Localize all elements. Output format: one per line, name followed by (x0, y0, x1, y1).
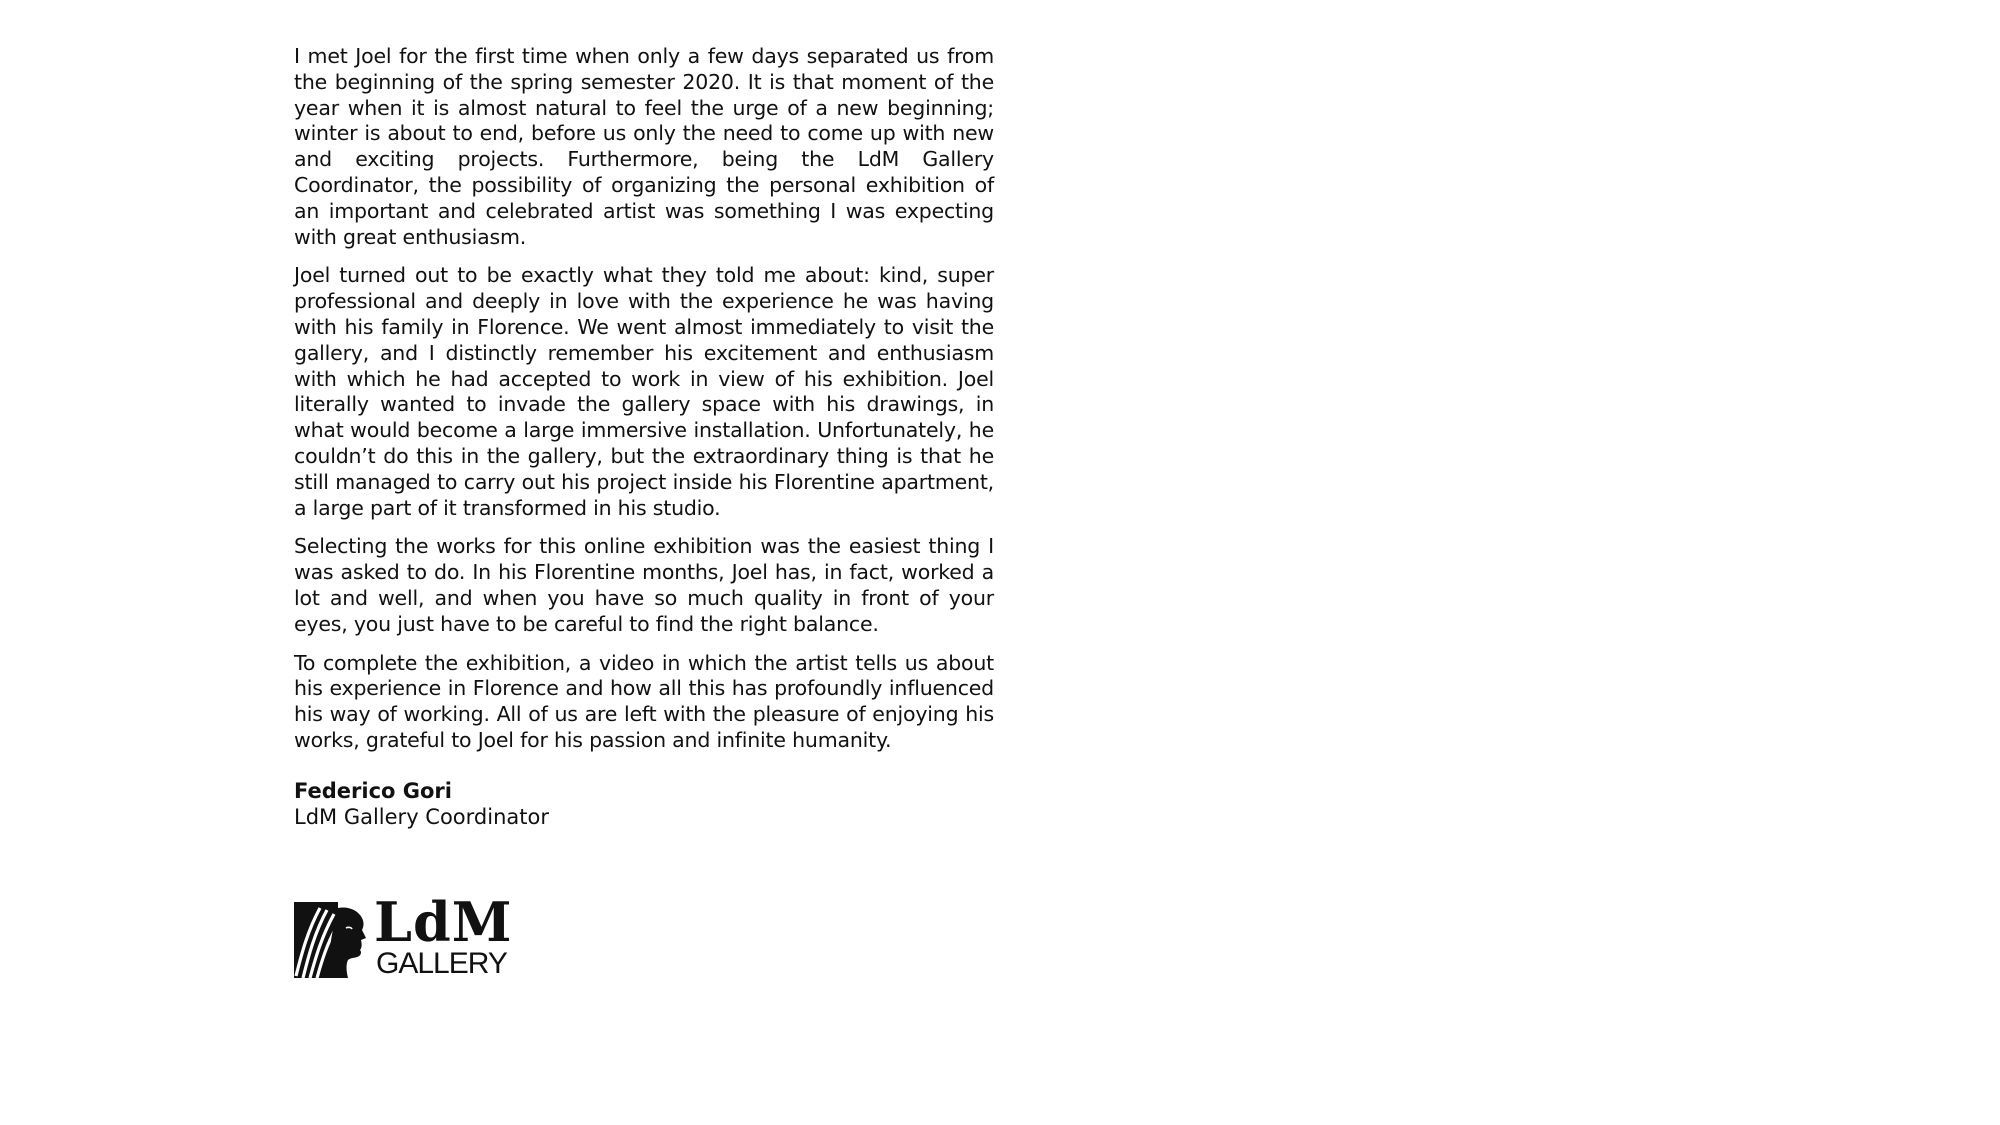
logo-wordmark: LdM (374, 890, 513, 954)
logo-subtitle: GALLERY (376, 947, 507, 980)
ldm-gallery-logo (294, 890, 513, 980)
article-body (294, 44, 994, 767)
signature-name: Federico Gori (294, 779, 452, 803)
signature-role: LdM Gallery Coordinator (294, 805, 549, 829)
article-paragraph-2: Joel turned out to be exactly what they told me about: kind, super professional and deeply in love with the experience he was having with his family in Florence. We went almost immediately to visit the gallery, and I distinctly remember his excitement and enthusiasm with which he had accepted to work in view of his exhibition. Joel literally wanted to invade the gallery space with his drawings, in what would become a large immersive installation. Unfortunately, he couldn’t do this in the gallery, but the extraordinary thing is that he still managed to carry out his project inside his Florentine apartment, a large part of it transformed in his studio. (294, 263, 994, 520)
article-paragraph-1: I met Joel for the first time when only a few days separated us from the beginning of the spring semester 2020. It is that moment of the year when it is almost natural to feel the urge of a new beginning; winter is about to end, before us only the need to come up with new and exciting projects. Furthermore, being the LdM Gallery Coordinator, the possibility of organizing the personal exhibition of an important and celebrated artist was something I was expecting with great enthusiasm. (294, 44, 994, 249)
signature-block (294, 778, 994, 830)
article-paragraph-4: To complete the exhibition, a video in which the artist tells us about his experience in Florence and how all this has profoundly influenced his way of working. All of us are left with the pleasure of enjoying his works, grateful to Joel for his passion and infinite humanity. (294, 650, 994, 752)
ldm-profile-head-icon (294, 902, 370, 978)
article-paragraph-3: Selecting the works for this online exhibition was the easiest thing I was asked to do. In his Florentine months, Joel has, in fact, worked a lot and well, and when you have so much quality in front of your eyes, you just have to be careful to find the right balance. (294, 534, 994, 636)
